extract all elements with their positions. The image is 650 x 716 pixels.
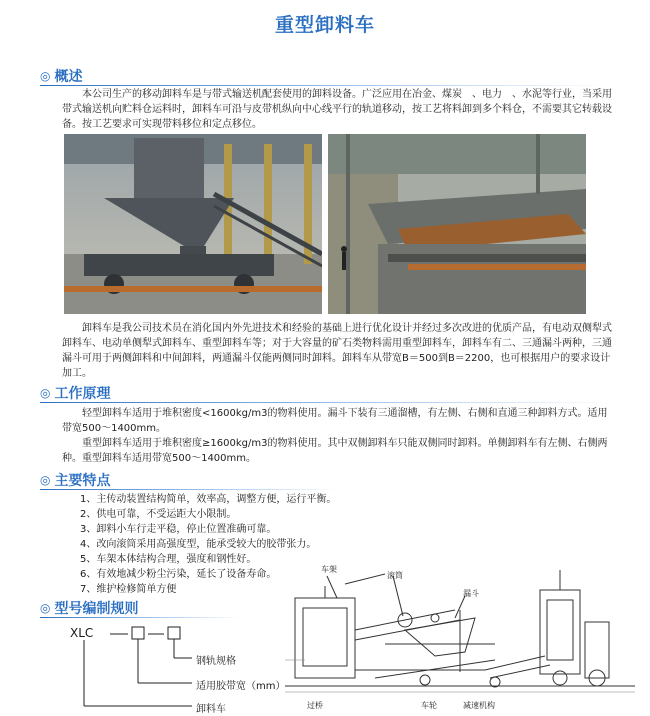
- section-divider: [40, 489, 340, 490]
- feature-item: 1、主传动装置结构简单，效率高，调整方便，运行平衡。: [80, 494, 337, 505]
- section-bullet-icon: ◎: [40, 601, 51, 615]
- model-prefix: XLC: [70, 626, 94, 640]
- tripper-car-drawing: [285, 560, 635, 714]
- model-heading: [40, 598, 138, 618]
- intro-text: 卸料车是我公司技术员在消化国内外先进技术和经验的基础上进行优化设计并经过多次改进的优质产品，有电动双侧犁式卸料车、电动单侧犁式卸料车、重型卸料车等；对于大容量的矿石类物料需用重型卸料车，卸料车有二、三通漏斗两种，三通漏斗可用于两侧卸料和中间卸料，两通漏斗仅能两侧同时卸料。卸料车从带宽B＝500到B＝2200，也可根据用户的要求设计加工。: [62, 323, 612, 379]
- drawing-label-hopper: 漏斗: [463, 589, 479, 598]
- product-photos: [64, 134, 586, 314]
- features-heading-text: 主要特点: [54, 473, 111, 489]
- feature-item: 7、维护检修简单方便: [80, 584, 177, 595]
- principle-light-text: 轻型卸料车适用于堆积密度<1600kg/m3的物料使用。漏斗下装有三通溜槽，有左侧、右侧和直通三种卸料方式。适用带宽500～1400mm。: [62, 408, 608, 434]
- photo-tripper-car-conveyor: [328, 134, 586, 314]
- features-heading: [40, 470, 110, 490]
- drawing-label-roller: 滚筒: [387, 571, 403, 580]
- overview-heading-text: 概述: [54, 69, 83, 85]
- overview-heading: [40, 66, 82, 86]
- page-title: 重型卸料车: [274, 14, 375, 36]
- feature-item: 2、供电可靠，不受运距大小限制。: [80, 509, 237, 520]
- section-divider: [40, 617, 240, 618]
- model-heading-text: 型号编制规则: [54, 601, 139, 617]
- drawing-label-reducer: 减速机构: [463, 701, 495, 710]
- model-label-rail: 钢轨规格: [196, 656, 236, 667]
- section-bullet-icon: ◎: [40, 386, 51, 400]
- drawing-label-frame: 车架: [321, 565, 337, 574]
- feature-item: 6、有效地减少粉尘污染，延长了设备寿命。: [80, 569, 277, 580]
- overview-text: 本公司生产的移动卸料车是与带式输送机配套使用的卸料设备。广泛应用在冶金、煤炭 、电力 、水泥等行业，当采用带式输送机向贮料仓运料时，卸料车可沿与皮带机纵向中心线平行的轨道移动，按工艺将料卸到多个料仓，不需要其它转载设备。按工艺要求可实现带料移位和定点移位。: [62, 89, 612, 130]
- model-code-diagram: [70, 626, 320, 716]
- drawing-label-wheel: 车轮: [421, 701, 437, 710]
- model-label-belt: 适用胶带宽（mm）: [196, 681, 286, 692]
- section-divider: [40, 85, 610, 86]
- model-label-car: 卸料车: [196, 704, 226, 715]
- section-bullet-icon: ◎: [40, 69, 51, 83]
- photo-tripper-car-side: [64, 134, 322, 314]
- drawing-label-bridge: 过桥: [307, 701, 323, 710]
- principle-heading: [40, 383, 110, 403]
- feature-item: 4、改向滚筒采用高强度型，能承受较大的胶带张力。: [80, 539, 317, 550]
- section-divider: [40, 402, 610, 403]
- section-bullet-icon: ◎: [40, 473, 51, 487]
- principle-heavy-text: 重型卸料车适用于堆积密度≥1600kg/m3的物料使用。其中双侧卸料车只能双侧同时卸料。单侧卸料车有左侧、右侧两种。重型卸料车适用带宽500～1400mm。: [62, 438, 608, 464]
- feature-item: 5、车架本体结构合理，强度和钢性好。: [80, 554, 257, 565]
- principle-heading-text: 工作原理: [54, 386, 111, 402]
- feature-item: 3、卸料小车行走平稳，停止位置准确可靠。: [80, 524, 277, 535]
